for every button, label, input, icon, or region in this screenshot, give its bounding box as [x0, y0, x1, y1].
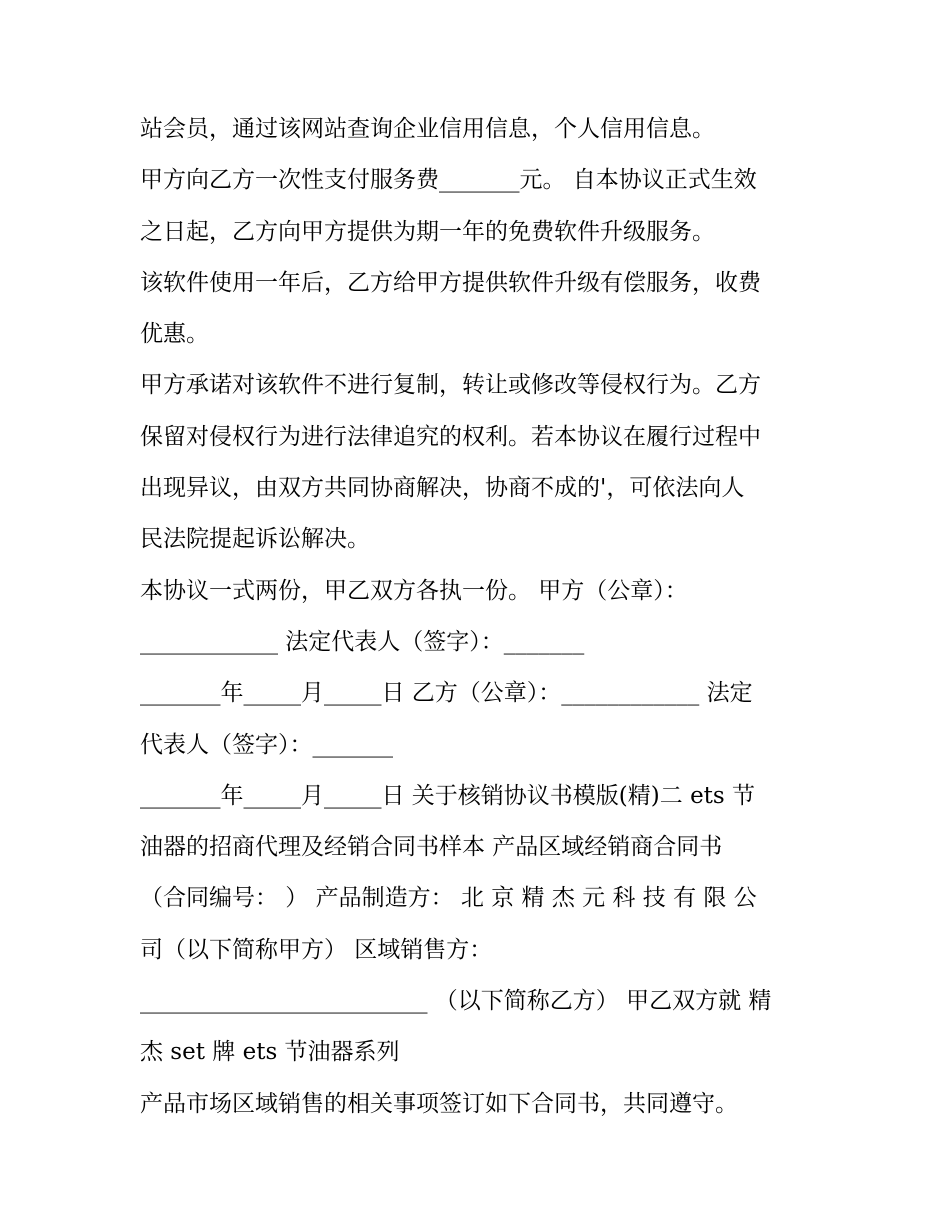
text-line: 杰 set 牌 ets 节油器系列 — [140, 1039, 400, 1066]
text-line: 甲方承诺对该软件不进行复制，转让或修改等侵权行为。乙方 — [140, 372, 761, 399]
text-line: 优惠。 — [140, 321, 209, 348]
document-body — [140, 104, 820, 1130]
text-line: ____________ 法定代表人（签字）：_______ — [140, 628, 585, 655]
text-line: _________________________ （以下简称乙方） 甲乙双方就 精 — [140, 988, 772, 1015]
text-line: 站会员，通过该网站查询企业信用信息，个人信用信息。 — [140, 116, 715, 142]
text-line: 司（以下简称甲方） 区域销售方： — [140, 936, 493, 963]
text-line: 本协议一式两份，甲乙双方各执一份。 甲方（公章）： — [140, 577, 688, 604]
text-line: （合同编号： ） 产品制造方： 北 京 精 杰 元 科 技 有 限 公 — [140, 885, 757, 912]
text-line: 代表人（签字）：_______ — [140, 731, 393, 758]
text-line: 油器的招商代理及经销合同书样本 产品区域经销商合同书 — [140, 834, 723, 861]
text-line: 产品市场区域销售的相关事项签订如下合同书，共同遵守。 — [140, 1090, 738, 1117]
text-line: 民法院提起诉讼解决。 — [140, 526, 370, 553]
text-line: 之日起，乙方向甲方提供为期一年的免费软件升级服务。 — [140, 218, 715, 245]
text-line: 保留对侵权行为进行法律追究的权利。若本协议在履行过程中 — [140, 423, 761, 450]
text-line: _______年_____月_____日 乙方（公章）：____________ 法定 — [140, 680, 753, 707]
text-line: 该软件使用一年后，乙方给甲方提供软件升级有偿服务，收费 — [140, 269, 761, 296]
text-line: _______年_____月_____日 关于核销协议书模版(精)二 ets 节 — [140, 782, 756, 809]
text-line: 甲方向乙方一次性支付服务费_______元。 自本协议正式生效 — [140, 167, 757, 194]
text-line: 出现异议，由双方共同协商解决，协商不成的'，可依法向人 — [140, 475, 745, 502]
